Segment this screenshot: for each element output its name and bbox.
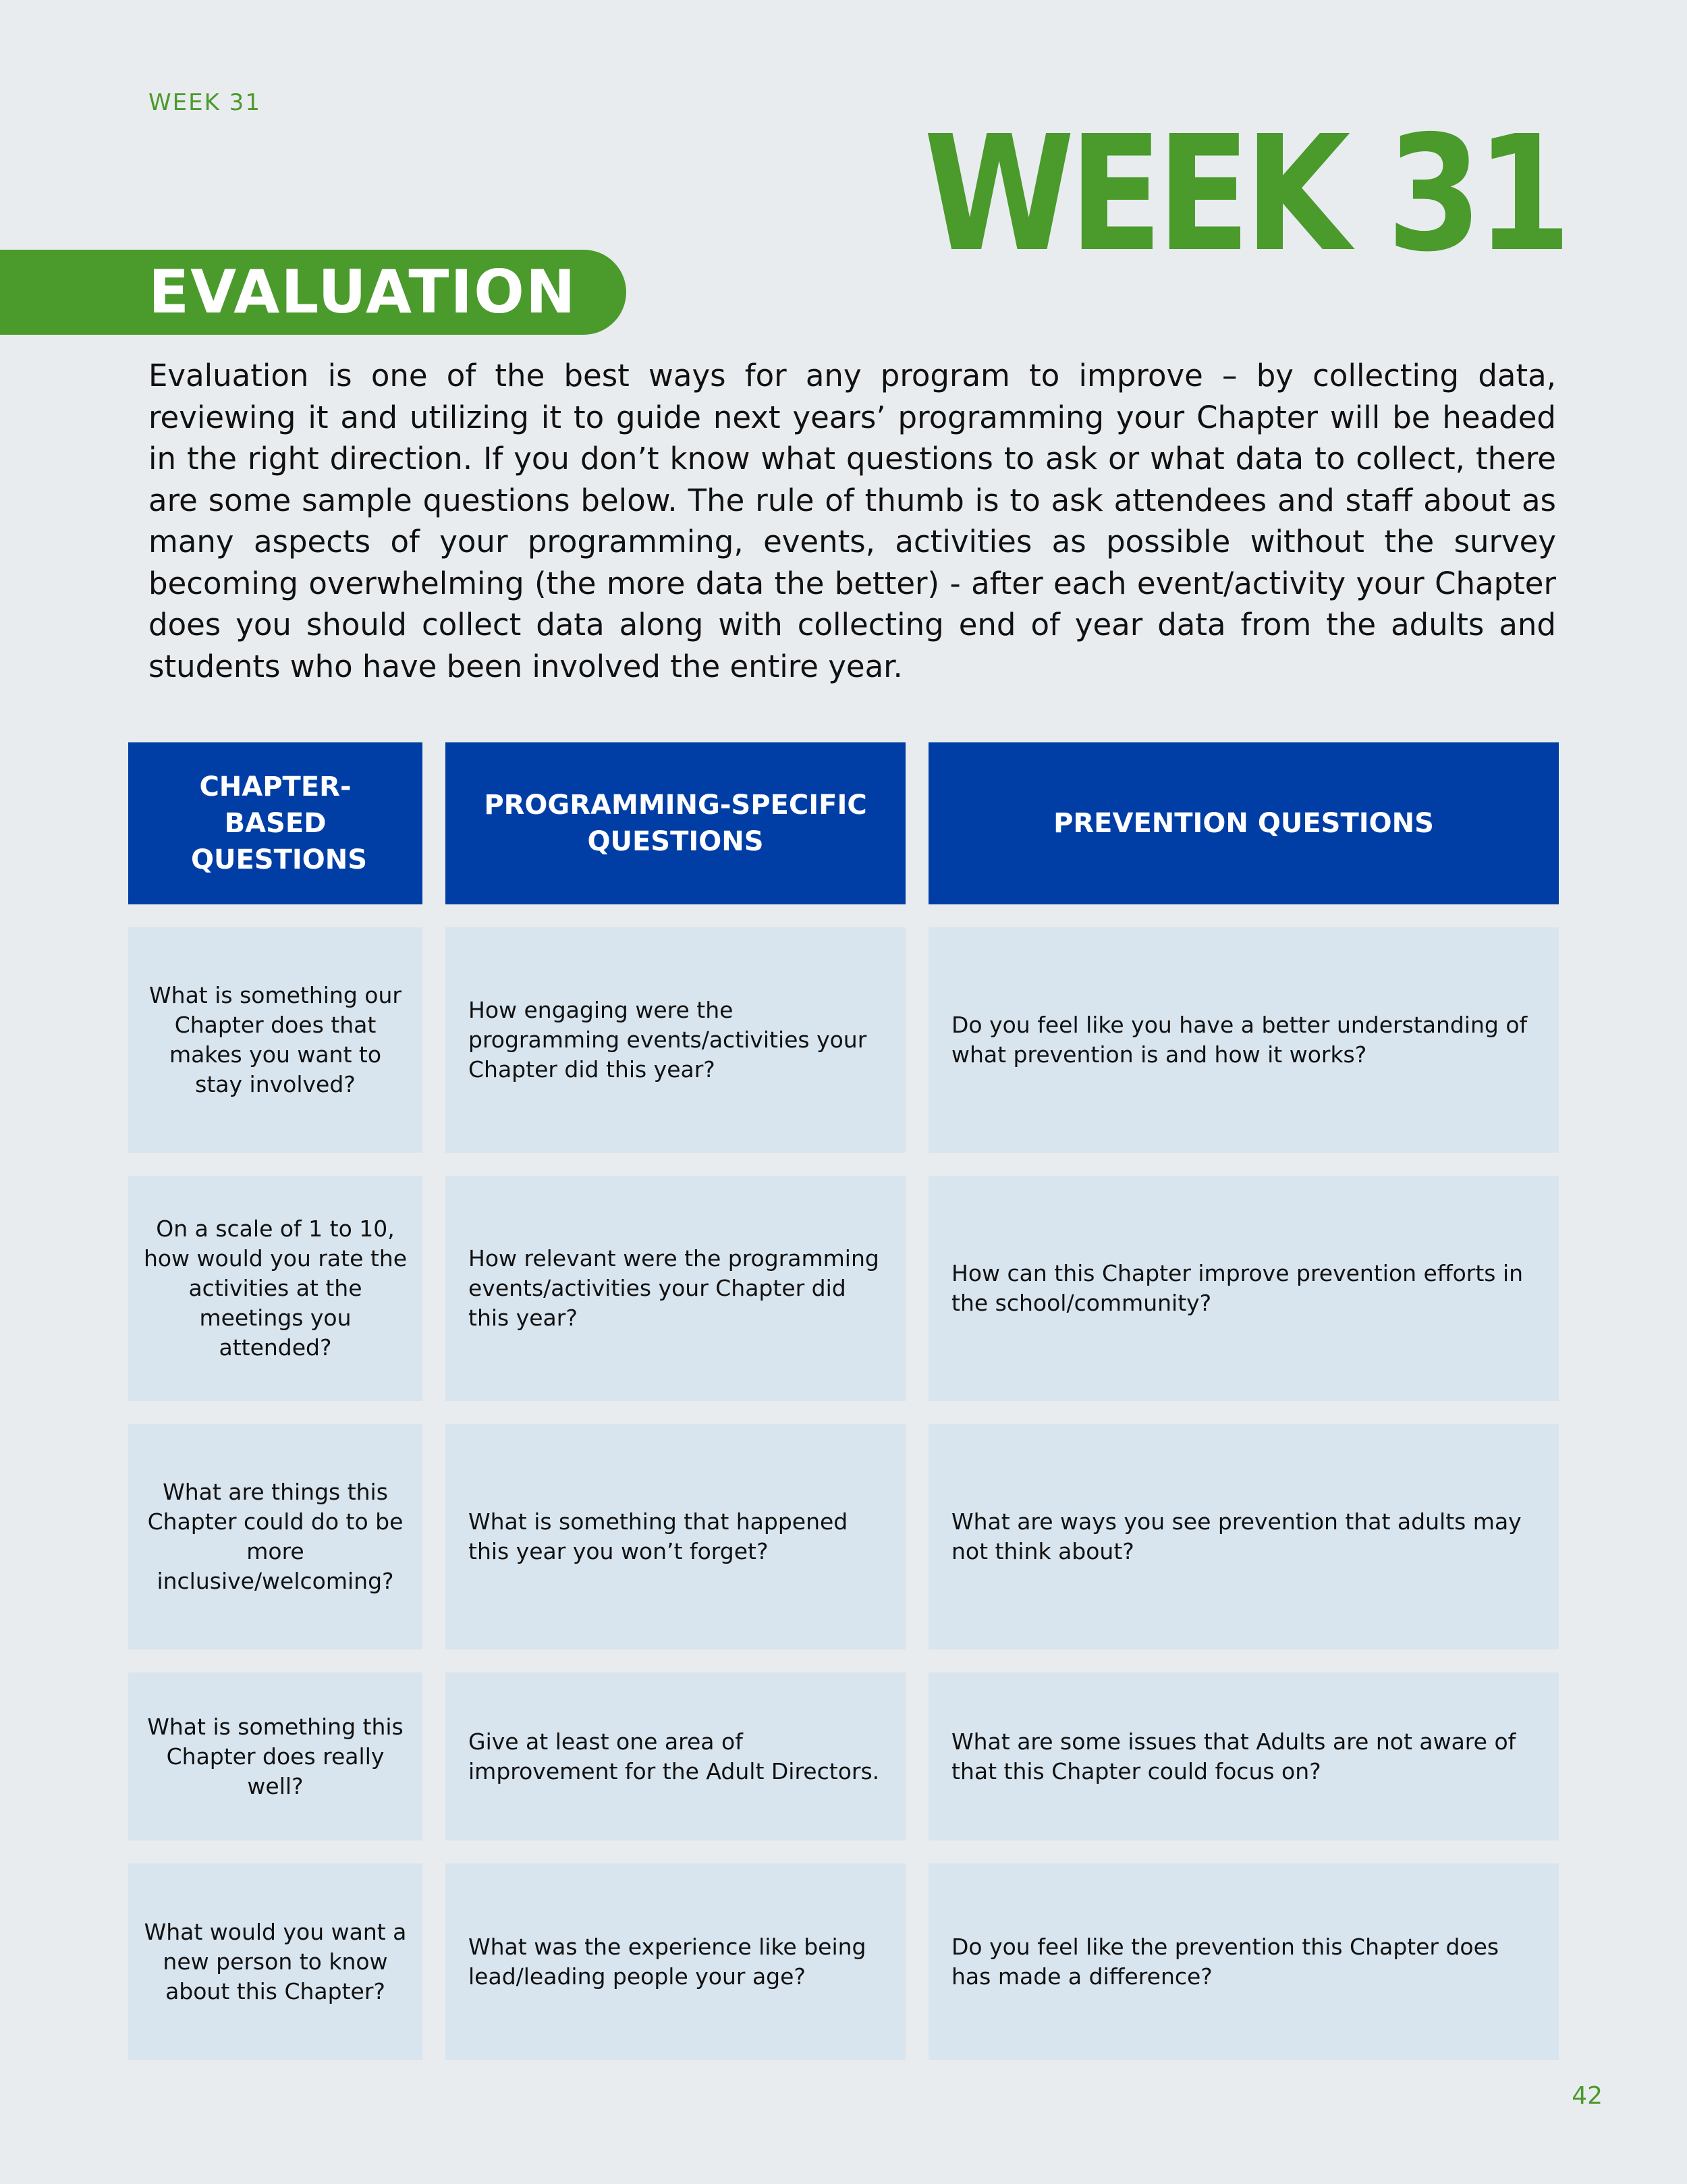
table-cell [445, 927, 906, 1153]
cell-text: Do you feel like you have a better understanding of what prevention is and how it works? [951, 1012, 1528, 1068]
column-header-programming [445, 742, 906, 904]
table-cell [128, 1176, 422, 1401]
table-cell [128, 1424, 422, 1649]
cell-text: What are some issues that Adults are not aware of that this Chapter could focus on? [951, 1728, 1516, 1784]
table-cell [128, 1863, 422, 2060]
table-cell [445, 1424, 906, 1649]
running-head: WEEK 31 [148, 89, 261, 116]
cell-text: Do you feel like the prevention this Chapter does has made a difference? [951, 1933, 1499, 1990]
section-label: EVALUATION [148, 257, 577, 327]
cell-text: Give at least one area of improvement for the Adult Directors. [468, 1728, 880, 1784]
page-number: 42 [1572, 2082, 1603, 2110]
column-header-label: PROGRAMMING-SPECIFIC QUESTIONS [484, 790, 867, 857]
table-cell [929, 927, 1559, 1153]
cell-text: What would you want a new person to know about this Chapter? [144, 1918, 407, 2004]
table-cell [929, 1863, 1559, 2060]
page-title: WEEK 31 [923, 101, 1566, 287]
cell-text: What are things this Chapter could do to be more inclusive/welcoming? [147, 1479, 404, 1594]
column-header-chapter [128, 742, 422, 904]
cell-text: How engaging were the programming events/activities your Chapter did this year? [468, 997, 867, 1083]
table-cell [128, 1672, 422, 1840]
column-header-label: CHAPTER-BASED QUESTIONS [191, 771, 368, 875]
cell-text: What is something our Chapter does that makes you want to stay involved? [149, 982, 402, 1097]
cell-text: What is something this Chapter does really well? [147, 1713, 404, 1799]
table-cell [445, 1863, 906, 2060]
cell-text: What was the experience like being lead/leading people your age? [468, 1933, 866, 1990]
cell-text: How relevant were the programming events/activities your Chapter did this year? [468, 1245, 879, 1331]
cell-text: How can this Chapter improve prevention efforts in the school/community? [951, 1260, 1524, 1316]
table-cell [445, 1176, 906, 1401]
table-cell [128, 927, 422, 1153]
cell-text: On a scale of 1 to 10, how would you rate the activities at the meetings you attended? [143, 1216, 408, 1361]
table-cell [929, 1424, 1559, 1649]
column-header-prevention [929, 742, 1559, 904]
table-cell [929, 1672, 1559, 1840]
questions-table [128, 742, 1559, 2060]
intro-paragraph: Evaluation is one of the best ways for any program to improve – by collecting data, reviewing it and utilizing it to guide next years’ programming your Chapter will be headed in the right direction. If you don’t know what questions to ask or what data to collect, there are some sample questions below. The rule of thumb is to ask attendees and staff about as many aspects of your programming, events, activities as possible without the survey becoming overwhelming (the more data the better) - after each event/activity your Chapter does you should collect data along with collecting end of year data from the adults and students who have been involved the entire year. [148, 358, 1556, 684]
column-header-label: PREVENTION QUESTIONS [1053, 808, 1434, 839]
section-banner [0, 250, 626, 335]
table-cell [445, 1672, 906, 1840]
cell-text: What is something that happened this year you won’t forget? [468, 1508, 848, 1564]
table-cell [929, 1176, 1559, 1401]
cell-text: What are ways you see prevention that adults may not think about? [951, 1508, 1522, 1564]
